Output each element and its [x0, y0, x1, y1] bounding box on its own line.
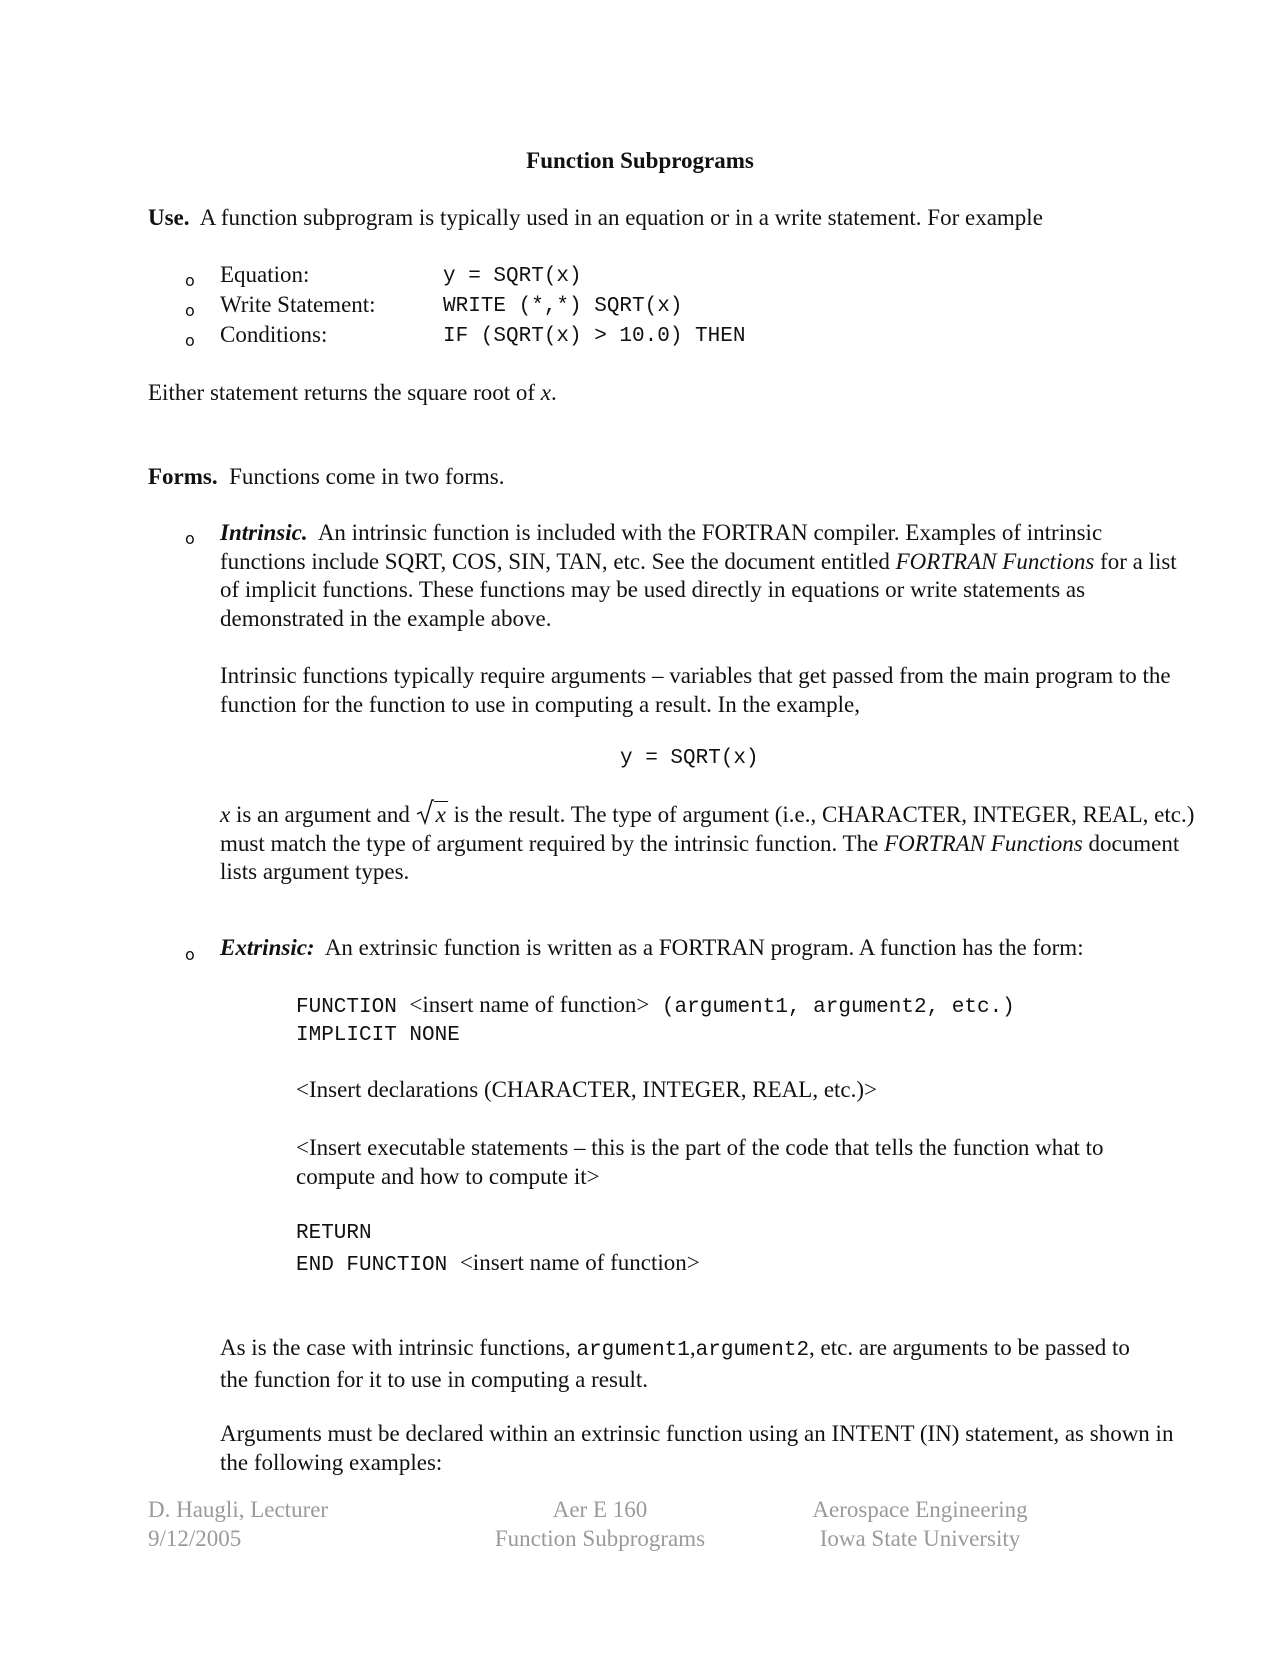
end-function-line	[296, 1250, 700, 1277]
result-text-c: document lists argument types.	[220, 830, 1180, 884]
bullet-icon: o	[185, 529, 195, 548]
bullet-icon: o	[185, 271, 195, 290]
end-function-name: <insert name of function>	[459, 1250, 700, 1275]
executable-placeholder: <Insert executable statements – this is the part of the code that tells the function what to compute and how to compute it>	[296, 1135, 1104, 1189]
footer-topic: Function Subprograms	[494, 1526, 706, 1551]
result-text-a: is an argument and	[230, 802, 416, 827]
footer-course: Aer E 160	[552, 1497, 648, 1522]
intent-paragraph: Arguments must be declared within an extrinsic function using an INTENT (IN) statement, as shown in the following examples:	[220, 1421, 1174, 1475]
use-item-equation-label: Equation:	[220, 262, 310, 287]
intrinsic-bullet	[185, 524, 195, 550]
use-paragraph	[148, 205, 1043, 231]
page-title: Function Subprograms	[526, 148, 754, 173]
footer-author: D. Haugli, Lecturer	[148, 1497, 329, 1522]
extrinsic-text: An extrinsic function is written as a FORTRAN program. A function has the form:	[324, 935, 1084, 960]
intrinsic-example-code: y = SQRT(x)	[620, 747, 759, 770]
bullet-icon: o	[185, 945, 195, 964]
intrinsic-result-paragraph	[220, 801, 1200, 887]
intrinsic-doc-title: FORTRAN Functions	[895, 548, 1095, 574]
intrinsic-text-b: for a list of implicit functions. These functions may be used directly in equations or write statements as demonstrated in the example above.	[220, 548, 1177, 631]
implicit-none-line: IMPLICIT NONE	[296, 1024, 460, 1047]
either-paragraph	[148, 380, 557, 406]
arg2-code: argument2	[695, 1339, 810, 1362]
intrinsic-label: Intrinsic.	[220, 520, 308, 545]
use-item-conditions-code: IF (SQRT(x) > 10.0) THEN	[443, 325, 746, 348]
bullet-icon: o	[185, 301, 195, 320]
either-suffix: .	[551, 380, 557, 405]
end-function-keyword: END FUNCTION	[296, 1254, 460, 1277]
use-item-equation-code: y = SQRT(x)	[443, 265, 582, 288]
forms-paragraph	[148, 464, 504, 490]
footer-department: Aerospace Engineering	[812, 1497, 1028, 1522]
intrinsic-text-a: An intrinsic function is included with the FORTRAN compiler. Examples of intrinsic functions include SQRT, COS, SIN, TAN, etc. See the document entitled	[220, 520, 1103, 574]
either-text: Either statement returns the square root of	[148, 380, 541, 405]
function-line-1	[296, 992, 1015, 1019]
result-text-b: is the result. The type of argument (i.e., CHARACTER, INTEGER, REAL, etc.) must match the type of argument required by the intrinsic function. The	[220, 802, 1195, 856]
result-var: x	[220, 802, 231, 827]
forms-text: Functions come in two forms.	[229, 464, 505, 489]
use-item-write-label: Write Statement:	[220, 292, 376, 317]
use-item-equation	[185, 266, 195, 292]
footer-date: 9/12/2005	[148, 1526, 242, 1551]
args-text-a: As is the case with intrinsic functions,	[220, 1335, 577, 1360]
extrinsic-bullet	[185, 940, 195, 966]
either-var: x	[540, 380, 552, 405]
intrinsic-paragraph	[220, 519, 1190, 633]
use-item-conditions	[185, 326, 195, 352]
extrinsic-paragraph	[220, 935, 1084, 961]
intrinsic-arguments-paragraph: Intrinsic functions typically require arguments – variables that get passed from the main program to the function for the function to use in computing a result. In the example,	[220, 663, 1171, 717]
use-heading: Use.	[148, 205, 190, 230]
footer-left	[148, 1495, 328, 1553]
footer-center	[480, 1495, 720, 1553]
extrinsic-label: Extrinsic:	[220, 935, 315, 960]
sqrt-x-symbol	[416, 801, 448, 830]
args-text-b: , etc. are arguments to be passed to the function for it to use in computing a result.	[220, 1335, 1130, 1392]
use-item-conditions-label: Conditions:	[220, 322, 328, 347]
function-name-placeholder: <insert name of function>	[409, 992, 650, 1017]
return-line: RETURN	[296, 1222, 372, 1245]
forms-heading: Forms.	[148, 464, 218, 489]
bullet-icon: o	[185, 331, 195, 350]
function-args: (argument1, argument2, etc.)	[649, 996, 1015, 1019]
result-doc-title: FORTRAN Functions	[884, 830, 1083, 856]
footer-university: Iowa State University	[819, 1526, 1021, 1551]
function-keyword: FUNCTION	[296, 996, 410, 1019]
use-item-write-code: WRITE (*,*) SQRT(x)	[443, 295, 683, 318]
arguments-paragraph	[220, 1334, 1160, 1394]
args-sep: ,	[689, 1335, 696, 1360]
declarations-placeholder: <Insert declarations (CHARACTER, INTEGER, REAL, etc.)>	[296, 1077, 878, 1102]
use-text: A function subprogram is typically used in an equation or in a write statement. For example	[199, 205, 1043, 230]
use-item-write	[185, 296, 195, 322]
sqrt-radical-icon	[416, 799, 434, 825]
arg1-code: argument1	[576, 1339, 690, 1362]
footer-right	[800, 1495, 1040, 1553]
sqrt-var: x	[435, 802, 446, 827]
